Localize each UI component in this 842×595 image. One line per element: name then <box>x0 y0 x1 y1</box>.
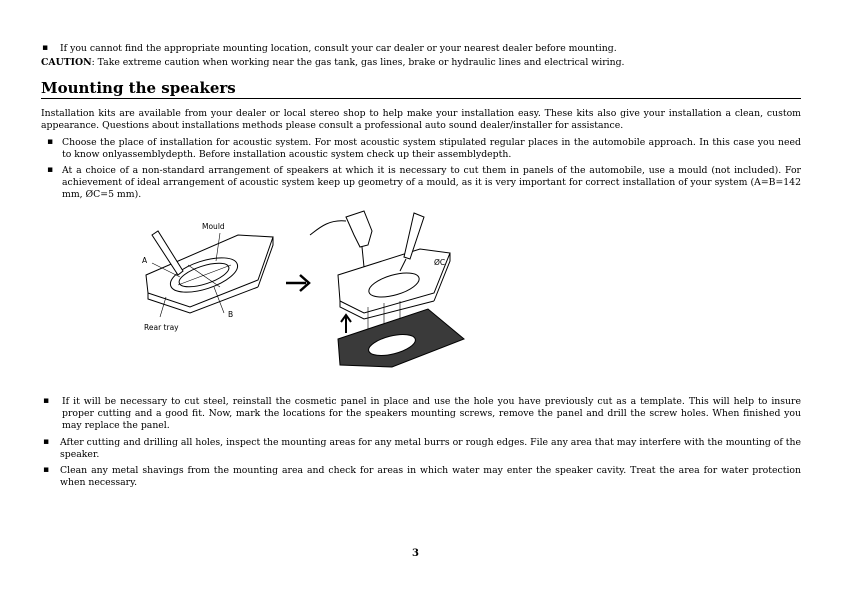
bullet-inspect: After cutting and drilling all holes, inspect the mounting areas for any metal burrs or rough edges. File any area that may interfere with the mounting of the speaker. <box>60 437 801 460</box>
figure-label-b: B <box>228 310 234 319</box>
caution-label: CAUTION <box>41 57 92 68</box>
page-number: 3 <box>412 548 419 559</box>
bullet-marker: ▪ <box>43 396 50 406</box>
mounting-figure <box>128 205 468 385</box>
bullet-marker: ▪ <box>47 137 54 147</box>
bullet-marker: ▪ <box>47 165 54 175</box>
caution-line <box>41 57 625 69</box>
drilling-illustration <box>310 211 464 367</box>
intro-paragraph: Installation kits are available from your dealer or local stereo shop to help make your installation easy. These kits also give your installation a clean, custom appearance. Questions about installations methods please consult a professional auto sound dealer/installer for assistance. <box>41 108 801 131</box>
bullet-cut-steel: If it will be necessary to cut steel, reinstall the cosmetic panel in place and use the hole you have previously cut as a template. This will help to insure proper cutting and a good fit. Now, mark the locations for the speakers mounting screws, remove the panel and drill the screw holes. When finished you may replace the panel. <box>62 396 801 431</box>
bullet-marker: ▪ <box>43 465 50 475</box>
section-heading: Mounting the speakers <box>41 79 801 99</box>
bullet-install-place: Choose the place of installation for acoustic system. For most acoustic system stipulated regular places in the automobile approach. In this case you need to know onlyassemblydepth. Before installation acoustic system check up their assemblydepth. <box>62 137 801 160</box>
rear-tray-illustration <box>142 222 273 332</box>
arrow-right-icon <box>286 275 309 291</box>
figure-label-mould: Mould <box>202 222 225 231</box>
figure-label-rear-tray: Rear tray <box>144 323 179 332</box>
top-bullet-text: If you cannot find the appropriate mounting location, consult your car dealer or your nearest dealer before mounting. <box>60 43 617 54</box>
caution-text: : Take extreme caution when working near the gas tank, gas lines, brake or hydraulic lines and electrical wiring. <box>91 57 625 68</box>
bullet-mould: At a choice of a non-standard arrangement of speakers at which it is necessary to cut them in panels of the automobile, use a mould (not included). For achievement of ideal arrangement of acoustic system keep up geometry of a mould, as it is very important for correct installation of your system (A=B=142 mm, ØC=5 mm). <box>62 165 801 200</box>
figure-label-a: A <box>142 256 148 265</box>
bullet-marker: ▪ <box>43 437 50 447</box>
bullet-marker: ▪ <box>42 43 49 53</box>
bullet-clean: Clean any metal shavings from the mounting area and check for areas in which water may enter the speaker cavity. Treat the area for water protection when necessary. <box>60 465 801 488</box>
figure-label-c: ØC <box>434 258 446 267</box>
